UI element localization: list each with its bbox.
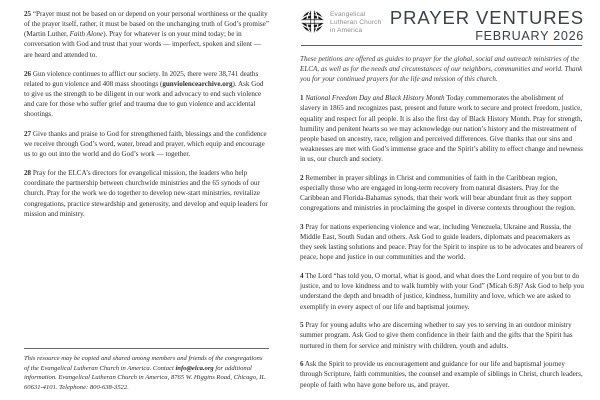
entry-text: National Freedom Day and Black History Month xyxy=(305,94,445,103)
right-column-entries xyxy=(300,93,584,389)
entry-number: 25 xyxy=(24,10,32,18)
brand-line-1: Evangelical xyxy=(330,11,366,18)
entry-text: ). Pray for whatever is on your mind today; be in conversation with God and trust that your words — imperfect, spoken and silent — are heard and attended to. xyxy=(24,30,261,59)
entry-number: 4 xyxy=(300,272,304,281)
entry-text: gunviolencearchive.org xyxy=(162,79,233,88)
prayer-entry xyxy=(24,9,269,60)
entry-number: 27 xyxy=(24,129,32,138)
entry-text: Pray for young adults who are discerning whether to say yes to serving in an outdoor ministry summer program. Ask God to give them confidence in their faith and the gifts that the Spirit has nurtured in them for service and ministry with children, youth and adults. xyxy=(300,321,573,350)
footer-text xyxy=(24,354,269,392)
page-title: PRAYER VENTURES xyxy=(389,7,584,28)
brand-line-2: Lutheran Church xyxy=(330,19,382,27)
entry-number: 5 xyxy=(300,321,304,330)
entry-text: Pray for the ELCA’s directors for evangelical mission, the leaders who help coordinate the partnership between churchwide ministries and the 65 synods of our church. Pray for the work we do together to develop new-start ministries, revitalize congregations, practice stewardship and generosity, and develop and equip leaders for mission and ministry. xyxy=(24,169,268,218)
entry-number: 3 xyxy=(300,223,304,231)
masthead xyxy=(300,6,584,43)
footer xyxy=(24,348,269,392)
entry-text: Pray for nations experiencing violence and war, including Venezuela, Ukraine and Russia, the Middle East, South Sudan and others. Ask God to guide leaders, diplomats and peacemakers as they seek lasting solutions and peace. Pray for the Spirit to inspire us to be advocates and bearers of peace, hope and justice in our communities and the world. xyxy=(300,223,584,262)
footer-segment: for additional information. Evangelical Lutheran Church in America, 8765 W. Higgins Road, Chicago, IL 60631-4101. Telephone: 800-638-3522. xyxy=(24,364,266,391)
entry-text: Faith Alone xyxy=(69,30,104,39)
entry-number: 26 xyxy=(24,69,32,78)
header-divider xyxy=(301,45,582,46)
entry-text: “Prayer must not be based on or depend on your personal worthiness or the quality of the prayer itself, rather, it must be based on the unchanging truth of God’s promise” (Martin Luther, xyxy=(24,10,269,39)
left-column xyxy=(0,0,283,400)
prayer-entry xyxy=(300,173,584,214)
prayer-entry xyxy=(24,168,269,219)
elca-globe-cross-logo-icon xyxy=(300,9,325,34)
entry-text: Gun violence continues to afflict our society. In 2025, there were 38,741 deaths related to gun violence and 408 mass shootings ( xyxy=(24,69,259,88)
entry-text: Remember in prayer siblings in Christ and communities of faith in the Caribbean region, especially those who are engaged in long-term recovery from natural disasters. Pray for the Caribbean and Florida-Bahamas synods, that their work will bear abundant fruit as they support congregations and ministries in proclaiming the gospel in diverse contexts throughout the region. xyxy=(300,173,576,213)
entry-text: ). Ask God to give us the strength to be diligent in our work and advocacy to end such violence and care for those who suffer grief and trauma due to gun violence and accidental shootings. xyxy=(24,79,264,119)
prayer-entry xyxy=(24,69,269,120)
footer-segment: This resource may be copied and shared among members and friends of the congregations of the Evangelical Lutheran Church in America. Contact xyxy=(24,355,263,372)
footer-divider xyxy=(24,348,269,349)
title-block xyxy=(390,6,584,44)
entry-number: 28 xyxy=(24,169,32,178)
brand-lockup xyxy=(300,6,381,36)
left-column-entries xyxy=(24,9,269,219)
entry-number: 1 xyxy=(300,94,304,103)
prayer-entry xyxy=(300,359,584,389)
prayer-entry xyxy=(24,129,269,159)
issue-date: FEBRUARY 2026 xyxy=(475,29,584,43)
intro-paragraph: These petitions are offered as guides to prayer for the global, social and outreach ministries of the ELCA, as well as for the needs and circumstances of our neighbors, communities and world. Thank you for your continued prayers for the life and mission of this church. xyxy=(300,55,583,84)
prayer-entry xyxy=(300,271,584,312)
entry-number: 6 xyxy=(300,360,304,369)
prayer-entry xyxy=(300,93,584,164)
prayer-entry xyxy=(300,222,584,263)
entry-text: Ask the Spirit to provide us encouragement and guidance for our life and baptismal journey through Scripture, faith communities, the counsel and example of siblings in Christ, church leaders, people of faith who have gone before us, and prayer. xyxy=(300,360,583,389)
prayer-entry xyxy=(300,320,584,350)
brand-line-3: in America xyxy=(330,27,363,35)
brand-wordmark xyxy=(330,9,381,36)
right-column xyxy=(283,0,600,400)
entry-number: 2 xyxy=(300,173,304,182)
entry-text: Today commemorates the abolishment of slavery in 1865 and recognizes past, present and future work to secure and protect freedom, justice, equality and respect for all people. It is also the first day of Black History Month. Pray for strength, humility and penitent hearts so we may acknowledge our nation’s history and the mistreatment of people based on ancestry, race, religion and perceived differences. Give thanks that our sins and weaknesses are met with God’s immense grace and the Spirit’s ability to effect change and newness in us, our church and society. xyxy=(300,94,583,164)
footer-segment: info@elca.org xyxy=(175,364,214,372)
entry-text: Give thanks and praise to God for strengthened faith, blessings and the confidence we receive through God’s word, water, bread and prayer, which equip and encourage us to go out into the world and do God’s work — together. xyxy=(24,129,267,158)
entry-text: The Lord “has told you, O mortal, what is good, and what does the Lord require of you but to do justice, and to love kindness and to walk humbly with your God” (Micah 6:8)? Ask God to help you understand the depth and breadth of justice, kindness, humility and love, which we are asked to exemplify in every aspect of our life and baptismal journey. xyxy=(300,272,584,311)
